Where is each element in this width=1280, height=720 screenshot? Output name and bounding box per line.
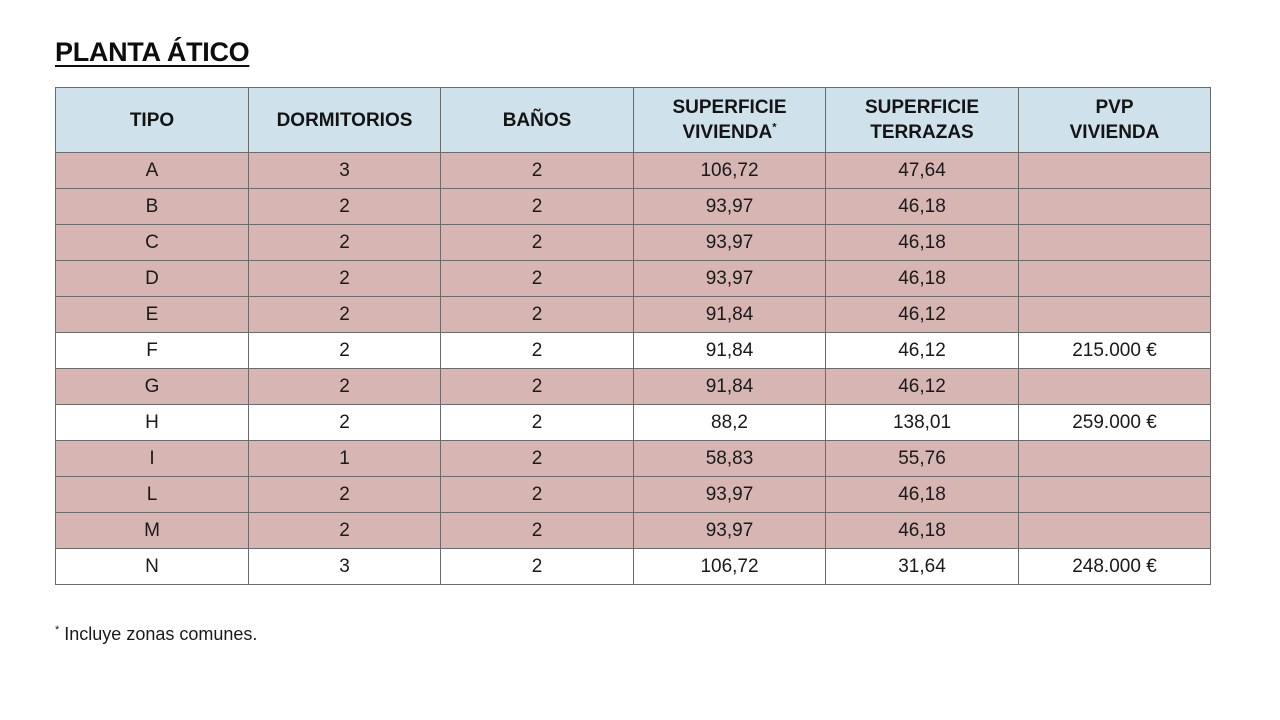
cell-dormitorios: 2: [249, 297, 441, 333]
cell-tipo: E: [56, 297, 249, 333]
cell-pvp: [1019, 297, 1211, 333]
cell-dormitorios: 2: [249, 225, 441, 261]
cell-dormitorios: 2: [249, 333, 441, 369]
cell-superficie-terrazas: 46,18: [826, 477, 1019, 513]
cell-tipo: A: [56, 153, 249, 189]
cell-superficie-terrazas: 46,18: [826, 513, 1019, 549]
header-superficie-vivienda: [634, 88, 826, 153]
cell-banos: 2: [441, 369, 634, 405]
cell-dormitorios: 2: [249, 189, 441, 225]
cell-superficie-terrazas: 46,12: [826, 297, 1019, 333]
cell-dormitorios: 2: [249, 513, 441, 549]
header-superficie-terrazas: [826, 88, 1019, 153]
cell-superficie-vivienda: 91,84: [634, 297, 826, 333]
cell-superficie-vivienda: 106,72: [634, 153, 826, 189]
table-row: [56, 369, 1211, 405]
header-dormitorios: DORMITORIOS: [249, 88, 441, 153]
cell-tipo: L: [56, 477, 249, 513]
cell-banos: 2: [441, 333, 634, 369]
cell-pvp: [1019, 153, 1211, 189]
cell-dormitorios: 3: [249, 549, 441, 585]
cell-banos: 2: [441, 153, 634, 189]
cell-tipo: H: [56, 405, 249, 441]
cell-pvp: 259.000 €: [1019, 405, 1211, 441]
cell-banos: 2: [441, 477, 634, 513]
table-row: [56, 513, 1211, 549]
footnote-mark: *: [55, 624, 60, 636]
page-title: PLANTA ÁTICO: [55, 37, 250, 67]
cell-superficie-vivienda: 58,83: [634, 441, 826, 477]
header-pvp-vivienda: [1019, 88, 1211, 153]
cell-dormitorios: 2: [249, 405, 441, 441]
cell-dormitorios: 2: [249, 369, 441, 405]
cell-superficie-terrazas: 138,01: [826, 405, 1019, 441]
cell-superficie-terrazas: 46,18: [826, 261, 1019, 297]
cell-pvp: [1019, 261, 1211, 297]
table-row: [56, 477, 1211, 513]
cell-pvp: [1019, 513, 1211, 549]
cell-superficie-terrazas: 46,18: [826, 189, 1019, 225]
cell-banos: 2: [441, 189, 634, 225]
cell-superficie-terrazas: 46,12: [826, 333, 1019, 369]
header-pvp-line1: PVP: [1095, 97, 1134, 118]
header-superficie-vivienda-line2: VIVIENDA: [682, 122, 773, 143]
cell-superficie-terrazas: 47,64: [826, 153, 1019, 189]
table-row: [56, 405, 1211, 441]
cell-pvp: [1019, 189, 1211, 225]
cell-tipo: C: [56, 225, 249, 261]
cell-tipo: I: [56, 441, 249, 477]
cell-tipo: F: [56, 333, 249, 369]
units-table: [55, 87, 1211, 585]
cell-superficie-terrazas: 31,64: [826, 549, 1019, 585]
cell-superficie-vivienda: 93,97: [634, 189, 826, 225]
cell-banos: 2: [441, 513, 634, 549]
table-row: [56, 261, 1211, 297]
table-row: [56, 189, 1211, 225]
cell-superficie-vivienda: 91,84: [634, 333, 826, 369]
footnote-reference-mark: *: [772, 121, 777, 134]
cell-superficie-vivienda: 88,2: [634, 405, 826, 441]
cell-pvp: 248.000 €: [1019, 549, 1211, 585]
cell-superficie-vivienda: 93,97: [634, 261, 826, 297]
cell-pvp: [1019, 477, 1211, 513]
cell-superficie-terrazas: 46,18: [826, 225, 1019, 261]
table-row: [56, 153, 1211, 189]
cell-tipo: D: [56, 261, 249, 297]
cell-superficie-vivienda: 91,84: [634, 369, 826, 405]
cell-superficie-vivienda: 106,72: [634, 549, 826, 585]
header-superficie-terrazas-line2: TERRAZAS: [870, 122, 974, 143]
footnote: [55, 624, 257, 645]
cell-superficie-vivienda: 93,97: [634, 513, 826, 549]
cell-tipo: N: [56, 549, 249, 585]
cell-superficie-terrazas: 46,12: [826, 369, 1019, 405]
cell-superficie-terrazas: 55,76: [826, 441, 1019, 477]
header-banos: BAÑOS: [441, 88, 634, 153]
cell-banos: 2: [441, 441, 634, 477]
cell-dormitorios: 2: [249, 477, 441, 513]
header-superficie-vivienda-line1: SUPERFICIE: [672, 97, 787, 118]
cell-tipo: B: [56, 189, 249, 225]
cell-dormitorios: 1: [249, 441, 441, 477]
header-superficie-terrazas-line1: SUPERFICIE: [864, 97, 980, 118]
table-row: [56, 297, 1211, 333]
table-body: [56, 153, 1211, 585]
cell-banos: 2: [441, 549, 634, 585]
cell-superficie-vivienda: 93,97: [634, 225, 826, 261]
header-pvp-line2: VIVIENDA: [1069, 122, 1160, 143]
table-row: [56, 225, 1211, 261]
cell-banos: 2: [441, 297, 634, 333]
header-tipo: TIPO: [56, 88, 249, 153]
cell-banos: 2: [441, 261, 634, 297]
table-row: [56, 549, 1211, 585]
cell-dormitorios: 3: [249, 153, 441, 189]
cell-superficie-vivienda: 93,97: [634, 477, 826, 513]
header-superficie-vivienda-line2-wrap: [634, 120, 825, 145]
cell-pvp: [1019, 225, 1211, 261]
cell-pvp: [1019, 441, 1211, 477]
table-header-row: [56, 88, 1211, 153]
cell-dormitorios: 2: [249, 261, 441, 297]
cell-pvp: [1019, 369, 1211, 405]
cell-tipo: M: [56, 513, 249, 549]
footnote-text: Incluye zonas comunes.: [64, 624, 258, 644]
cell-banos: 2: [441, 225, 634, 261]
cell-banos: 2: [441, 405, 634, 441]
cell-pvp: 215.000 €: [1019, 333, 1211, 369]
table-row: [56, 333, 1211, 369]
table-row: [56, 441, 1211, 477]
cell-tipo: G: [56, 369, 249, 405]
